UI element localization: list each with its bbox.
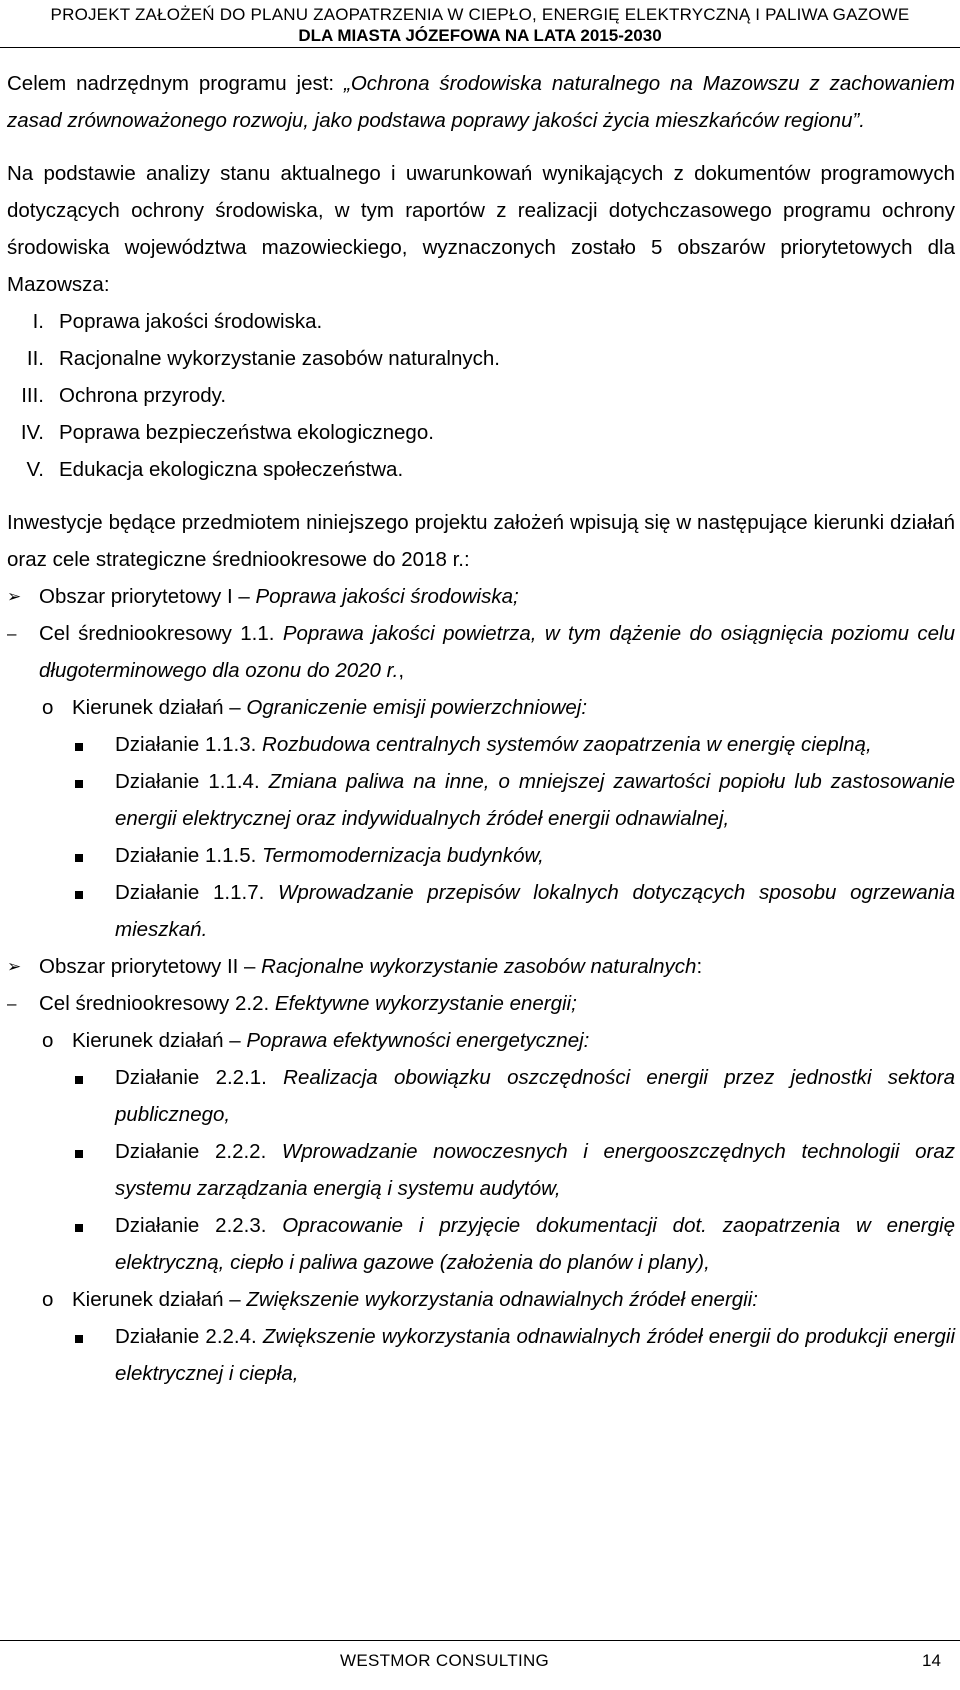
direction-title: Zwiększenie wykorzystania odnawialnych źródeł energii: bbox=[246, 1288, 758, 1311]
list-number: II. bbox=[26, 347, 44, 370]
priority-area-1 bbox=[7, 578, 955, 615]
priority-areas-list bbox=[7, 303, 955, 488]
action-lead: Działanie 1.1.7. bbox=[115, 881, 279, 904]
document-header bbox=[0, 4, 960, 46]
area-title-tail: : bbox=[696, 955, 703, 978]
header-rule bbox=[0, 47, 960, 48]
list-text: Poprawa bezpieczeństwa ekologicznego. bbox=[59, 421, 434, 444]
page-number: 14 bbox=[922, 1651, 941, 1670]
direction-lead: Kierunek działań – bbox=[72, 1288, 247, 1311]
goal-lead: Cel średniookresowy 1.1. bbox=[39, 622, 283, 645]
action-item bbox=[75, 874, 955, 948]
action-title: Opracowanie i przyjęcie dokumentacji dot. zaopatrzenia w energię elektryczną, ciepło i paliwa gazowe (założenia do planów i plany), bbox=[115, 1214, 955, 1274]
square-bullet-icon bbox=[75, 1224, 83, 1232]
list-text: Edukacja ekologiczna społeczeństwa. bbox=[59, 458, 404, 481]
direction-lead: Kierunek działań – bbox=[72, 696, 247, 719]
square-bullet-icon bbox=[75, 854, 83, 862]
intro-lead: Celem nadrzędnym programu jest: bbox=[7, 72, 345, 95]
header-subtitle: DLA MIASTA JÓZEFOWA NA LATA 2015-2030 bbox=[298, 26, 662, 45]
circle-bullet-icon: o bbox=[42, 1288, 54, 1311]
action-lead: Działanie 1.1.3. bbox=[115, 733, 263, 756]
area-lead: Obszar priorytetowy I – bbox=[39, 585, 256, 608]
action-item bbox=[75, 1059, 955, 1133]
action-title: Wprowadzanie nowoczesnych i energooszczędnych technologii oraz systemu zarządzania energią i systemu audytów, bbox=[115, 1140, 955, 1200]
square-bullet-icon bbox=[75, 1150, 83, 1158]
footer-company: WESTMOR CONSULTING bbox=[340, 1651, 550, 1670]
circle-bullet-icon: o bbox=[42, 1029, 54, 1052]
direction-lead: Kierunek działań – bbox=[72, 1029, 247, 1052]
direction-title: Ograniczenie emisji powierzchniowej: bbox=[246, 696, 588, 719]
direction-title: Poprawa efektywności energetycznej: bbox=[246, 1029, 590, 1052]
action-lead: Działanie 2.2.3. bbox=[115, 1214, 283, 1237]
square-bullet-icon bbox=[75, 780, 83, 788]
area-title: Poprawa jakości środowiska; bbox=[255, 585, 519, 608]
footer-rule bbox=[0, 1640, 960, 1641]
action-title: Wprowadzanie przepisów lokalnych dotyczących sposobu ogrzewania mieszkań. bbox=[115, 881, 955, 941]
action-item bbox=[75, 837, 955, 874]
action-item bbox=[75, 1318, 955, 1392]
list-text: Ochrona przyrody. bbox=[59, 384, 227, 407]
square-bullet-icon bbox=[75, 743, 83, 751]
list-item bbox=[7, 414, 955, 451]
header-title: PROJEKT ZAŁOŻEŃ DO PLANU ZAOPATRZENIA W CIEPŁO, ENERGIĘ ELEKTRYCZNĄ I PALIWA GAZOWE bbox=[50, 5, 910, 24]
action-title: Termomodernizacja budynków, bbox=[262, 844, 544, 867]
goal-title: Poprawa jakości powietrza, w tym dążenie do osiągnięcia poziomu celu długoterminowego dla ozonu do 2020 r. bbox=[39, 622, 955, 682]
action-title: Realizacja obowiązku oszczędności energii przez jednostki sektora publicznego, bbox=[115, 1066, 955, 1126]
intro-paragraph bbox=[7, 65, 955, 139]
area-lead: Obszar priorytetowy II – bbox=[39, 955, 262, 978]
goal-title: Efektywne wykorzystanie energii; bbox=[274, 992, 577, 1015]
square-bullet-icon bbox=[75, 891, 83, 899]
circle-bullet-icon: o bbox=[42, 696, 54, 719]
list-item bbox=[7, 377, 955, 414]
action-item bbox=[75, 726, 955, 763]
dash-bullet-icon: – bbox=[7, 994, 17, 1013]
direction-2b bbox=[42, 1281, 955, 1318]
action-title: Rozbudowa centralnych systemów zaopatrzenia w energię cieplną, bbox=[262, 733, 872, 756]
list-number: III. bbox=[21, 384, 44, 407]
action-title: Zmiana paliwa na inne, o mniejszej zawartości popiołu lub zastosowanie energii elektrycznej oraz indywidualnych źródeł energii odnawialnej, bbox=[115, 770, 955, 830]
square-bullet-icon bbox=[75, 1335, 83, 1343]
goal-1-1 bbox=[7, 615, 955, 689]
list-item bbox=[7, 303, 955, 340]
action-item bbox=[75, 1207, 955, 1281]
list-item bbox=[7, 451, 955, 488]
action-lead: Działanie 2.2.2. bbox=[115, 1140, 282, 1163]
goal-tail: , bbox=[398, 659, 405, 682]
arrow-bullet-icon: ➢ bbox=[7, 587, 22, 606]
action-lead: Działanie 1.1.5. bbox=[115, 844, 263, 867]
area-title: Racjonalne wykorzystanie zasobów naturalnych bbox=[261, 955, 697, 978]
investments-paragraph: Inwestycje będące przedmiotem niniejszego projektu założeń wpisują się w następujące kierunki działań oraz cele strategiczne średniookresowe do 2018 r.: bbox=[7, 511, 955, 571]
document-body bbox=[7, 65, 955, 1392]
list-item bbox=[7, 340, 955, 377]
action-item bbox=[75, 763, 955, 837]
direction-2a bbox=[42, 1022, 955, 1059]
square-bullet-icon bbox=[75, 1076, 83, 1084]
intro-quote: „Ochrona środowiska naturalnego na Mazowszu z zachowaniem zasad zrównoważonego rozwoju, jako podstawa poprawy jakości życia mieszkańców regionu”. bbox=[7, 72, 955, 132]
goal-2-2 bbox=[7, 985, 955, 1022]
list-number: I. bbox=[32, 310, 44, 333]
list-text: Poprawa jakości środowiska. bbox=[59, 310, 323, 333]
action-item bbox=[75, 1133, 955, 1207]
action-lead: Działanie 1.1.4. bbox=[115, 770, 269, 793]
priority-area-2 bbox=[7, 948, 955, 985]
action-title: Zwiększenie wykorzystania odnawialnych źródeł energii do produkcji energii elektrycznej i ciepła, bbox=[115, 1325, 955, 1385]
list-number: V. bbox=[26, 458, 44, 481]
list-text: Racjonalne wykorzystanie zasobów naturalnych. bbox=[59, 347, 500, 370]
action-lead: Działanie 2.2.4. bbox=[115, 1325, 263, 1348]
analysis-paragraph: Na podstawie analizy stanu aktualnego i uwarunkowań wynikających z dokumentów programowych dotyczących ochrony środowiska, w tym raportów z realizacji dotychczasowego programu ochrony środowiska województwa mazowieckiego, wyznaczonych zostało 5 obszarów priorytetowych dla Mazowsza: bbox=[7, 162, 955, 296]
direction-1 bbox=[42, 689, 955, 726]
action-lead: Działanie 2.2.1. bbox=[115, 1066, 284, 1089]
goal-lead: Cel średniookresowy 2.2. bbox=[39, 992, 275, 1015]
arrow-bullet-icon: ➢ bbox=[7, 957, 22, 976]
list-number: IV. bbox=[20, 421, 44, 444]
dash-bullet-icon: – bbox=[7, 624, 17, 643]
